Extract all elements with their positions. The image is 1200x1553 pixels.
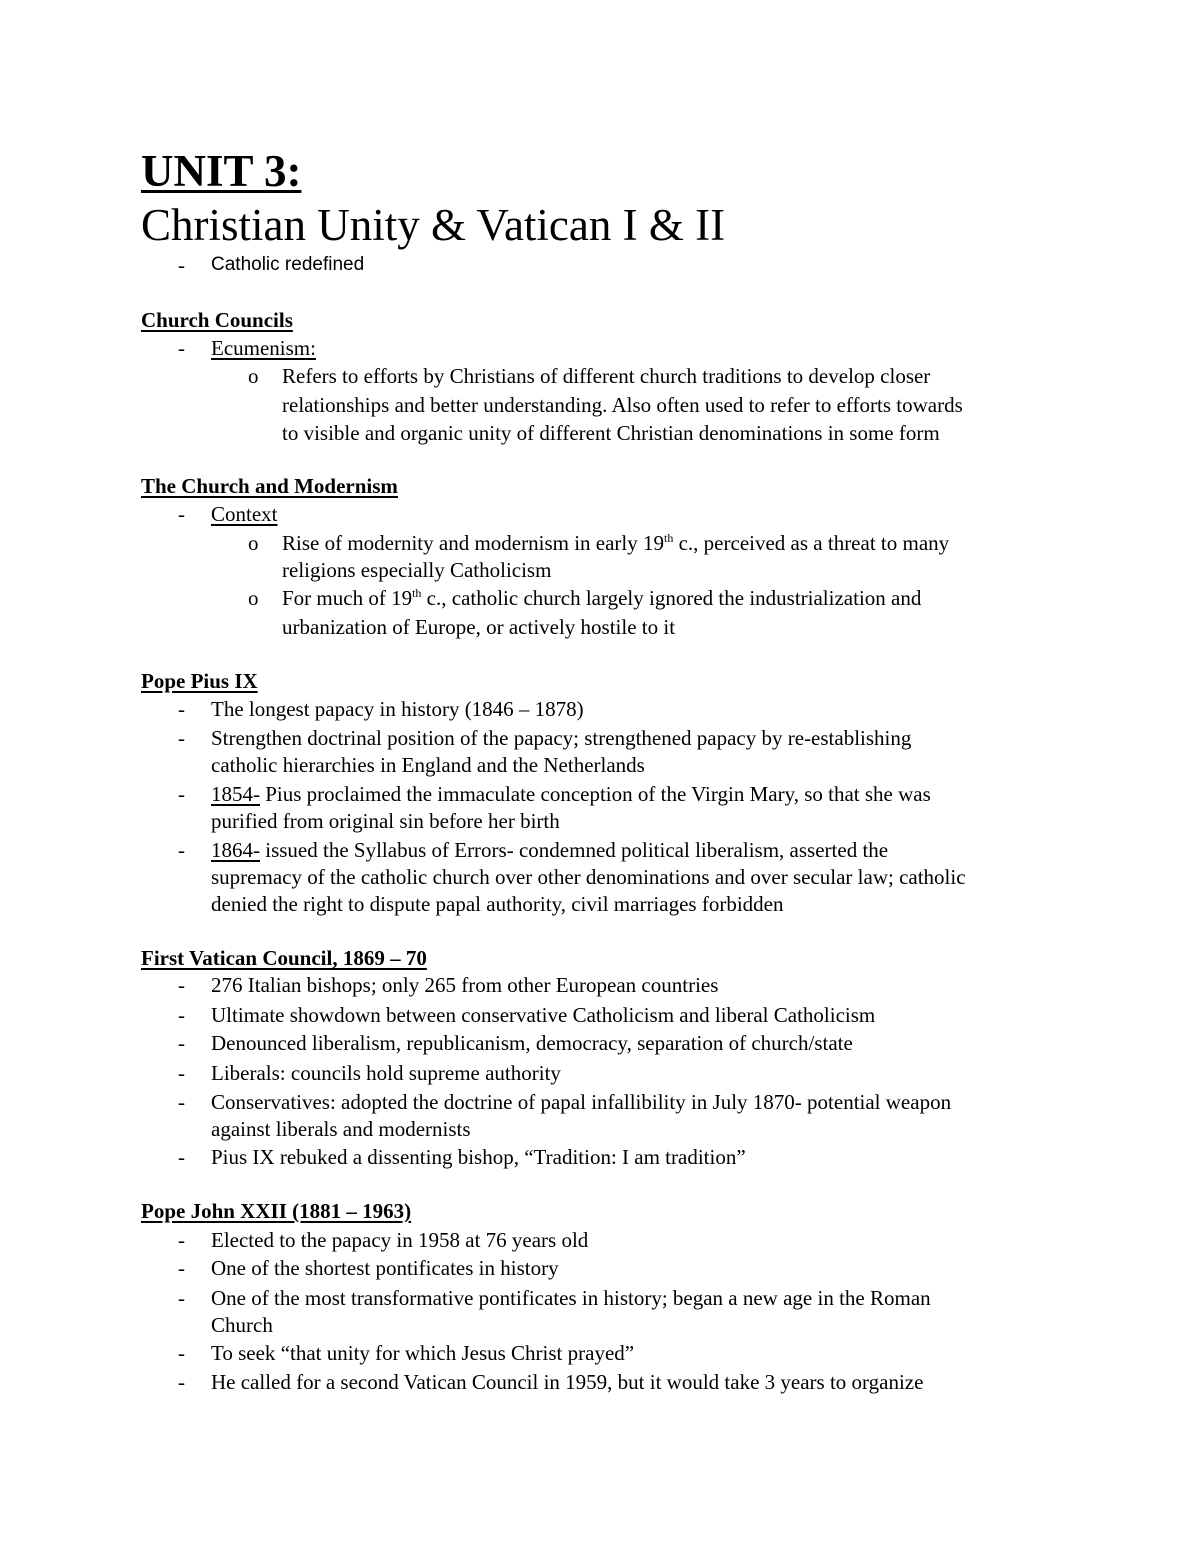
list-item: One of the most transformative pontificates in history; began a new age in the Roman [211,1286,931,1310]
bullet-dash: - [178,336,185,360]
list-item-continued: purified from original sin before her birth [211,809,560,833]
list-item [211,837,888,863]
bullet-dash: - [178,1003,185,1027]
section-heading-pius: Pope Pius IX [141,669,258,693]
year-label: 1854- [211,782,260,806]
bullet-dash: - [178,838,185,862]
list-item: Liberals: councils hold supreme authority [211,1061,561,1085]
bullet-dash: - [178,1090,185,1114]
sub-item-line: urbanization of Europe, or actively hostile to it [282,615,676,639]
list-item: Ecumenism: [211,336,316,360]
bullet-dash: - [178,1341,185,1365]
list-item: 276 Italian bishops; only 265 from other European countries [211,973,719,997]
bullet-dash: - [178,1228,185,1252]
list-item: Denounced liberalism, republicanism, democracy, separation of church/state [211,1031,853,1055]
superscript: th [664,531,674,545]
bullet-dash: - [178,1061,185,1085]
intro-item: Catholic redefined [211,254,365,275]
bullet-dash: - [178,1256,185,1280]
sub-item-line: religions especially Catholicism [282,558,552,582]
bullet-dash: - [178,1370,185,1394]
bullet-circle: o [248,364,259,388]
list-item-continued: Church [211,1313,273,1337]
text-run: c., perceived as a threat to many [673,531,950,555]
bullet-dash: - [178,253,185,277]
text-run: For much of 19 [282,586,413,610]
list-item: Pius IX rebuked a dissenting bishop, “Tradition: I am tradition” [211,1145,746,1169]
text-run: c., catholic church largely ignored the industrialization and [421,586,922,610]
bullet-dash: - [178,1031,185,1055]
text-run: Rise of modernity and modernism in early 19 [282,531,665,555]
bullet-dash: - [178,973,185,997]
year-label: 1864- [211,838,260,862]
bullet-dash: - [178,502,185,526]
list-item: Context [211,502,278,526]
list-item: To seek “that unity for which Jesus Christ prayed” [211,1341,635,1365]
sub-item-line: relationships and better understanding. Also often used to refer to efforts towards [282,393,963,417]
page-title: Christian Unity & Vatican I & II [141,200,726,250]
sub-item-line [282,530,949,556]
list-item: He called for a second Vatican Council in 1959, but it would take 3 years to organize [211,1370,924,1394]
section-heading-john: Pope John XXII (1881 – 1963) [141,1199,412,1223]
list-item-continued: denied the right to dispute papal authority, civil marriages forbidden [211,892,784,916]
section-heading-vatican1: First Vatican Council, 1869 – 70 [141,946,427,970]
unit-title: UNIT 3: [141,146,302,196]
text-run: issued the Syllabus of Errors- condemned political liberalism, asserted the [260,838,889,862]
text-run: Pius proclaimed the immaculate conception of the Virgin Mary, so that she was [260,782,931,806]
sub-item-line [282,585,921,611]
list-item: Elected to the papacy in 1958 at 76 years old [211,1228,589,1252]
list-item: Conservatives: adopted the doctrine of papal infallibility in July 1870- potential weapon [211,1090,952,1114]
list-item [211,781,931,807]
list-item: Strengthen doctrinal position of the papacy; strengthened papacy by re-establishing [211,726,912,750]
list-item-continued: supremacy of the catholic church over other denominations and over secular law; catholic [211,865,966,889]
sub-item-line: Refers to efforts by Christians of different church traditions to develop closer [282,364,931,388]
section-heading-church-councils: Church Councils [141,308,293,332]
superscript: th [412,586,422,600]
list-item-continued: against liberals and modernists [211,1117,471,1141]
list-item-continued: catholic hierarchies in England and the Netherlands [211,753,645,777]
list-item: One of the shortest pontificates in history [211,1256,559,1280]
bullet-circle: o [248,586,259,610]
bullet-dash: - [178,782,185,806]
sub-item-line: to visible and organic unity of different Christian denominations in some form [282,421,940,445]
bullet-dash: - [178,697,185,721]
bullet-circle: o [248,531,259,555]
section-heading-modernism: The Church and Modernism [141,474,398,498]
list-item: The longest papacy in history (1846 – 1878) [211,697,584,721]
bullet-dash: - [178,1286,185,1310]
bullet-dash: - [178,1145,185,1169]
bullet-dash: - [178,726,185,750]
list-item: Ultimate showdown between conservative Catholicism and liberal Catholicism [211,1003,876,1027]
